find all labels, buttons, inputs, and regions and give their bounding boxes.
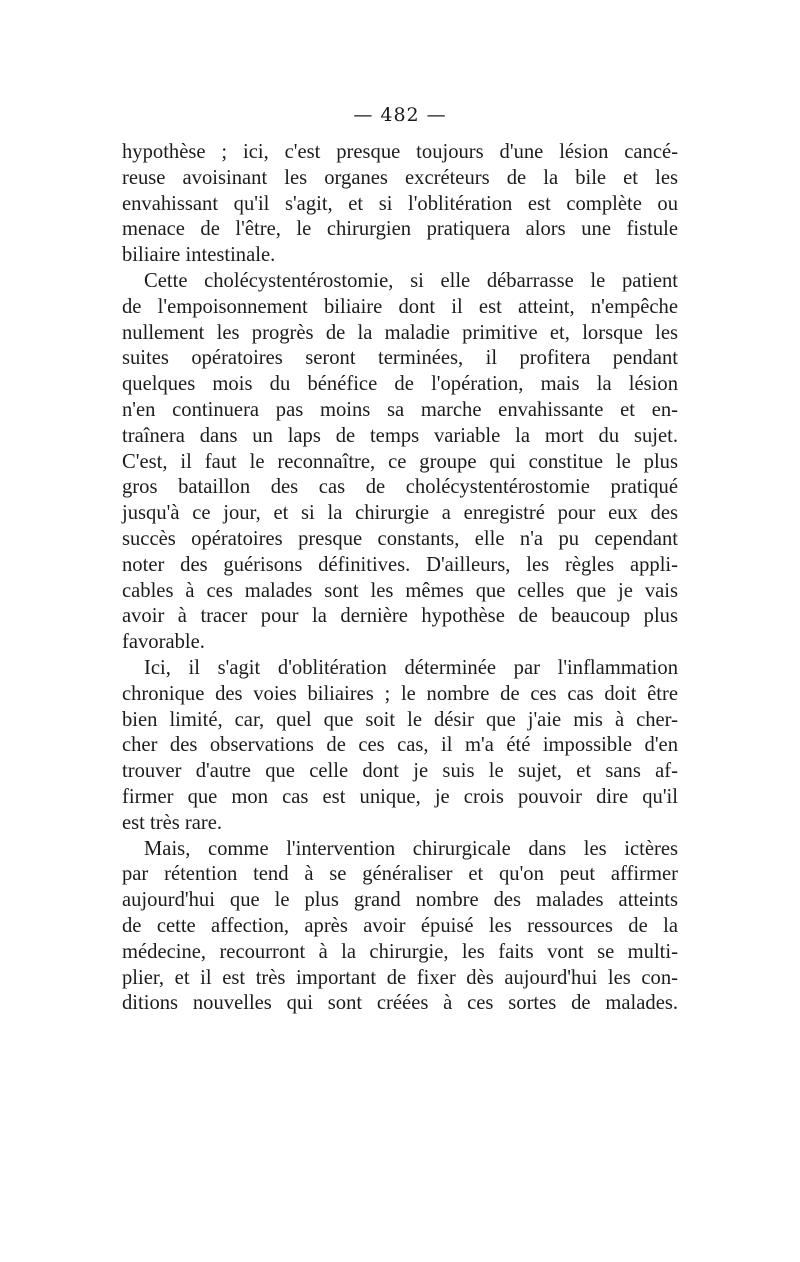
- text-line: quelques mois du bénéfice de l'opération, mais la lésion: [122, 373, 678, 396]
- text-line: menace de l'être, le chirurgien pratiquera alors une fistule: [122, 218, 678, 241]
- text-line: de l'empoisonnement biliaire dont il est atteint, n'empêche: [122, 295, 678, 318]
- text-line: de cette affection, après avoir épuisé les ressources de la: [122, 914, 678, 937]
- text-line: avoir à tracer pour la dernière hypothèse de beaucoup plus: [122, 605, 678, 628]
- text-line: cher des observations de ces cas, il m'a été impossible d'en: [122, 734, 678, 757]
- text-line: traînera dans un laps de temps variable la mort du sujet.: [122, 424, 678, 447]
- text-line: gros bataillon des cas de cholécystentérostomie pratiqué: [122, 476, 678, 499]
- text-line: Cette cholécystentérostomie, si elle débarrasse le patient: [144, 269, 678, 292]
- text-line: bien limité, car, quel que soit le désir que j'aie mis à cher-: [122, 708, 678, 731]
- text-line: Ici, il s'agit d'oblitération déterminée par l'inflammation: [144, 656, 678, 679]
- text-line: par rétention tend à se généraliser et qu'on peut affirmer: [122, 863, 678, 886]
- text-line: C'est, il faut le reconnaître, ce groupe qui constitue le plus: [122, 450, 678, 473]
- text-line: firmer que mon cas est unique, je crois pouvoir dire qu'il: [122, 785, 678, 808]
- text-line: Mais, comme l'intervention chirurgicale dans les ictères: [144, 837, 678, 860]
- body-text: [122, 140, 678, 1017]
- text-line: trouver d'autre que celle dont je suis le sujet, et sans af-: [122, 760, 678, 783]
- text-line: noter des guérisons définitives. D'ailleurs, les règles appli-: [122, 553, 678, 576]
- text-line: favorable.: [122, 631, 205, 654]
- text-line: chronique des voies biliaires ; le nombre de ces cas doit être: [122, 682, 678, 705]
- text-line: reuse avoisinant les organes excréteurs de la bile et les: [122, 166, 678, 189]
- text-line: succès opératoires presque constants, elle n'a pu cependant: [122, 527, 678, 550]
- text-line: hypothèse ; ici, c'est presque toujours d'une lésion cancé-: [122, 141, 678, 163]
- text-line: est très rare.: [122, 811, 223, 834]
- text-line: envahissant qu'il s'agit, et si l'oblitération est complète ou: [122, 192, 678, 215]
- text-line: médecine, recourront à la chirurgie, les faits vont se multi-: [122, 940, 678, 963]
- text-line: biliaire intestinale.: [122, 244, 276, 267]
- text-line: n'en continuera pas moins sa marche envahissante et en-: [122, 398, 678, 421]
- text-line: aujourd'hui que le plus grand nombre des malades atteints: [122, 889, 678, 912]
- page-number: — 482 —: [353, 104, 447, 126]
- text-line: cables à ces malades sont les mêmes que celles que je vais: [122, 579, 678, 602]
- text-line: nullement les progrès de la maladie primitive et, lorsque les: [122, 321, 678, 344]
- text-line: jusqu'à ce jour, et si la chirurgie a enregistré pour eux des: [122, 502, 678, 525]
- text-line: ditions nouvelles qui sont créées à ces sortes de malades.: [122, 992, 678, 1015]
- text-line: plier, et il est très important de fixer dès aujourd'hui les con-: [122, 966, 678, 989]
- text-line: suites opératoires seront terminées, il profitera pendant: [122, 347, 678, 370]
